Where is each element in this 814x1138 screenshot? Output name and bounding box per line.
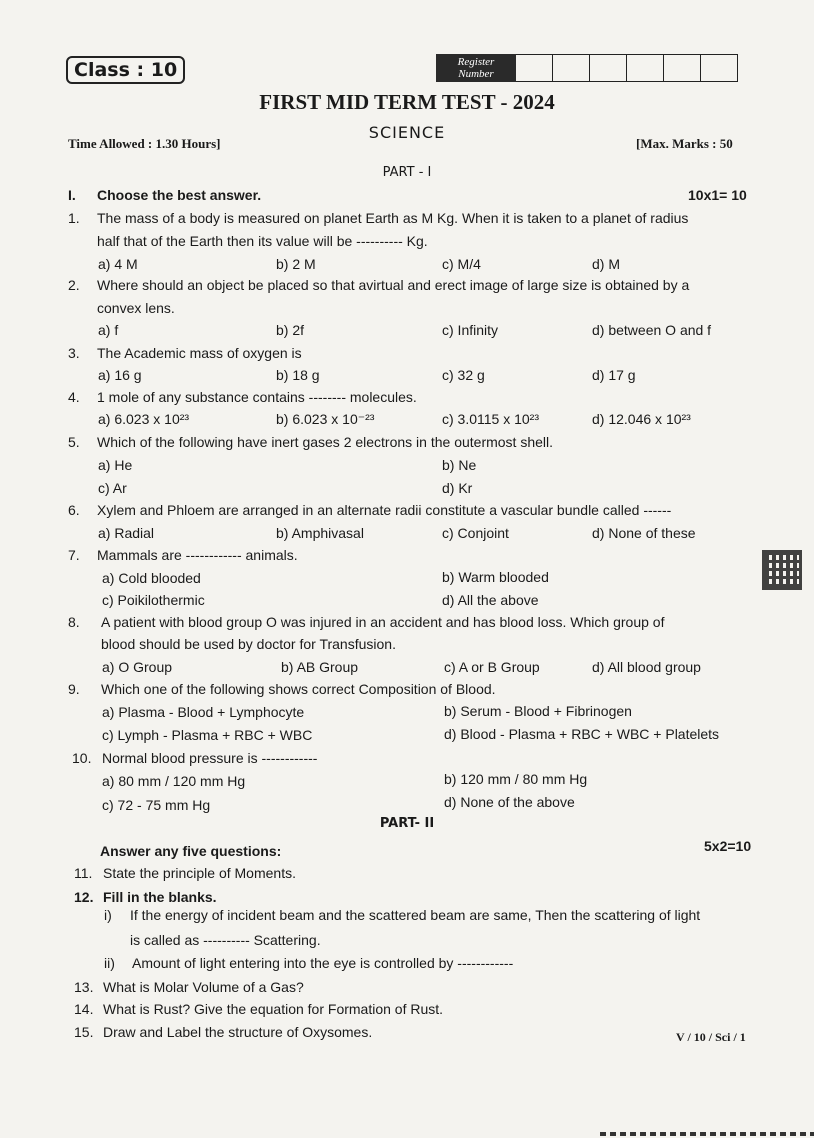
option-b: b) 120 mm / 80 mm Hg <box>444 771 588 787</box>
question-number: 13. <box>74 979 94 995</box>
option-d: d) All blood group <box>592 659 701 675</box>
question-number: 14. <box>74 1001 94 1017</box>
subquestion-text: If the energy of incident beam and the scattered beam are same, Then the scattering of light <box>130 907 701 923</box>
option-a: a) O Group <box>102 659 173 675</box>
question-text: Which of the following have inert gases 2 electrons in the outermost shell. <box>97 434 554 450</box>
instruction-number: I. <box>68 187 76 203</box>
option-d: d) All the above <box>442 592 539 608</box>
register-label-line2: Number <box>458 68 494 80</box>
option-c: c) M/4 <box>442 256 481 272</box>
question-text: Where should an object be placed so that avirtual and erect image of large size is obtained by a <box>97 277 690 293</box>
question-text-cont: half that of the Earth then its value will be ---------- Kg. <box>97 233 428 249</box>
part2-heading: PART- II <box>379 816 435 831</box>
question-number: 15. <box>74 1024 94 1040</box>
register-cell <box>664 54 701 82</box>
question-text: Fill in the blanks. <box>103 889 217 905</box>
question-text: 1 mole of any substance contains -------- molecules. <box>97 389 417 405</box>
time-allowed: Time Allowed : 1.30 Hours] <box>68 136 221 151</box>
option-a: a) 16 g <box>98 367 142 383</box>
option-d: d) 12.046 x 10²³ <box>592 411 691 427</box>
option-c: c) A or B Group <box>444 659 540 675</box>
option-d: d) Blood - Plasma + RBC + WBC + Platelets <box>444 726 720 742</box>
option-c: c) 3.0115 x 10²³ <box>442 411 540 427</box>
qr-code-icon <box>762 550 802 590</box>
option-c: c) 32 g <box>442 367 485 383</box>
part2-instruction: Answer any five questions: <box>100 843 282 859</box>
register-number-label <box>436 54 516 82</box>
option-d: d) Kr <box>442 480 473 496</box>
part1-instruction: Choose the best answer. <box>97 187 262 203</box>
question-number: 9. <box>68 681 80 697</box>
question-text: What is Molar Volume of a Gas? <box>103 979 304 995</box>
option-c: c) Lymph - Plasma + RBC + WBC <box>102 727 313 743</box>
max-marks: [Max. Marks : 50 <box>636 136 733 151</box>
option-c: c) Ar <box>98 480 127 496</box>
question-text: The Academic mass of oxygen is <box>97 345 302 361</box>
page-edge-dots <box>600 1132 814 1136</box>
question-text: Normal blood pressure is ------------ <box>102 750 318 766</box>
option-b: b) 2 M <box>276 256 316 272</box>
question-text: Xylem and Phloem are arranged in an alternate radii constitute a vascular bundle called ------ <box>97 502 672 518</box>
question-number: 8. <box>68 614 80 630</box>
subquestion-number: ii) <box>104 955 115 971</box>
paper-code: V / 10 / Sci / 1 <box>676 1030 746 1044</box>
question-number: 1. <box>68 210 80 226</box>
question-text-cont: blood should be used by doctor for Transfusion. <box>101 636 396 652</box>
option-b: b) Serum - Blood + Fibrinogen <box>444 703 632 719</box>
question-number: 6. <box>68 502 80 518</box>
subject-title: SCIENCE <box>368 123 446 142</box>
question-text: Which one of the following shows correct Composition of Blood. <box>101 681 496 697</box>
question-number: 4. <box>68 389 80 405</box>
question-text: What is Rust? Give the equation for Formation of Rust. <box>103 1001 444 1017</box>
question-number: 7. <box>68 547 80 563</box>
subquestion-text: Amount of light entering into the eye is controlled by ------------ <box>132 955 514 971</box>
question-text: The mass of a body is measured on planet Earth as M Kg. When it is taken to a planet of radius <box>97 210 689 226</box>
option-a: a) 6.023 x 10²³ <box>98 411 190 427</box>
option-d: d) None of the above <box>444 794 575 810</box>
option-d: d) 17 g <box>592 367 636 383</box>
exam-title: FIRST MID TERM TEST - 2024 <box>259 90 555 114</box>
register-number-box <box>436 54 738 82</box>
option-b: b) 18 g <box>276 367 320 383</box>
option-b: b) Amphivasal <box>276 525 364 541</box>
register-cell <box>553 54 590 82</box>
option-b: b) Ne <box>442 457 477 473</box>
option-b: b) 6.023 x 10⁻²³ <box>276 411 375 427</box>
option-c: c) Conjoint <box>442 525 509 541</box>
option-a: a) f <box>98 322 119 338</box>
register-cell <box>590 54 627 82</box>
option-a: a) 4 M <box>98 256 138 272</box>
option-a: a) Cold blooded <box>102 570 201 586</box>
option-c: c) 72 - 75 mm Hg <box>102 797 211 813</box>
question-number: 11. <box>74 865 93 881</box>
question-text: Draw and Label the structure of Oxysomes. <box>103 1024 373 1040</box>
option-b: b) 2f <box>276 322 305 338</box>
option-a: a) Radial <box>98 525 155 541</box>
register-cell <box>516 54 553 82</box>
question-text: A patient with blood group O was injured in an accident and has blood loss. Which group of <box>101 614 665 630</box>
option-c: c) Poikilothermic <box>102 592 205 608</box>
option-b: b) AB Group <box>281 659 359 675</box>
question-number: 12. <box>74 889 94 905</box>
option-a: a) He <box>98 457 133 473</box>
option-a: a) Plasma - Blood + Lymphocyte <box>102 704 305 720</box>
option-d: d) M <box>592 256 620 272</box>
class-label: Class : 10 <box>66 56 185 84</box>
part1-heading: PART - I <box>382 165 432 180</box>
question-text: State the principle of Moments. <box>103 865 296 881</box>
register-cell <box>701 54 738 82</box>
option-b: b) Warm blooded <box>442 569 549 585</box>
question-number: 5. <box>68 434 80 450</box>
subquestion-number: i) <box>104 907 112 923</box>
subquestion-text-cont: is called as ---------- Scattering. <box>130 932 321 948</box>
option-a: a) 80 mm / 120 mm Hg <box>102 773 246 789</box>
question-text: Mammals are ------------ animals. <box>97 547 298 563</box>
option-d: d) between O and f <box>592 322 712 338</box>
register-label-line1: Register <box>457 56 495 68</box>
option-c: c) Infinity <box>442 322 499 338</box>
part1-marks: 10x1= 10 <box>688 187 747 203</box>
question-number: 2. <box>68 277 80 293</box>
question-number: 3. <box>68 345 80 361</box>
option-d: d) None of these <box>592 525 696 541</box>
question-text-cont: convex lens. <box>97 300 175 316</box>
question-number: 10. <box>72 750 92 766</box>
register-cell <box>627 54 664 82</box>
part2-marks: 5x2=10 <box>704 838 752 854</box>
